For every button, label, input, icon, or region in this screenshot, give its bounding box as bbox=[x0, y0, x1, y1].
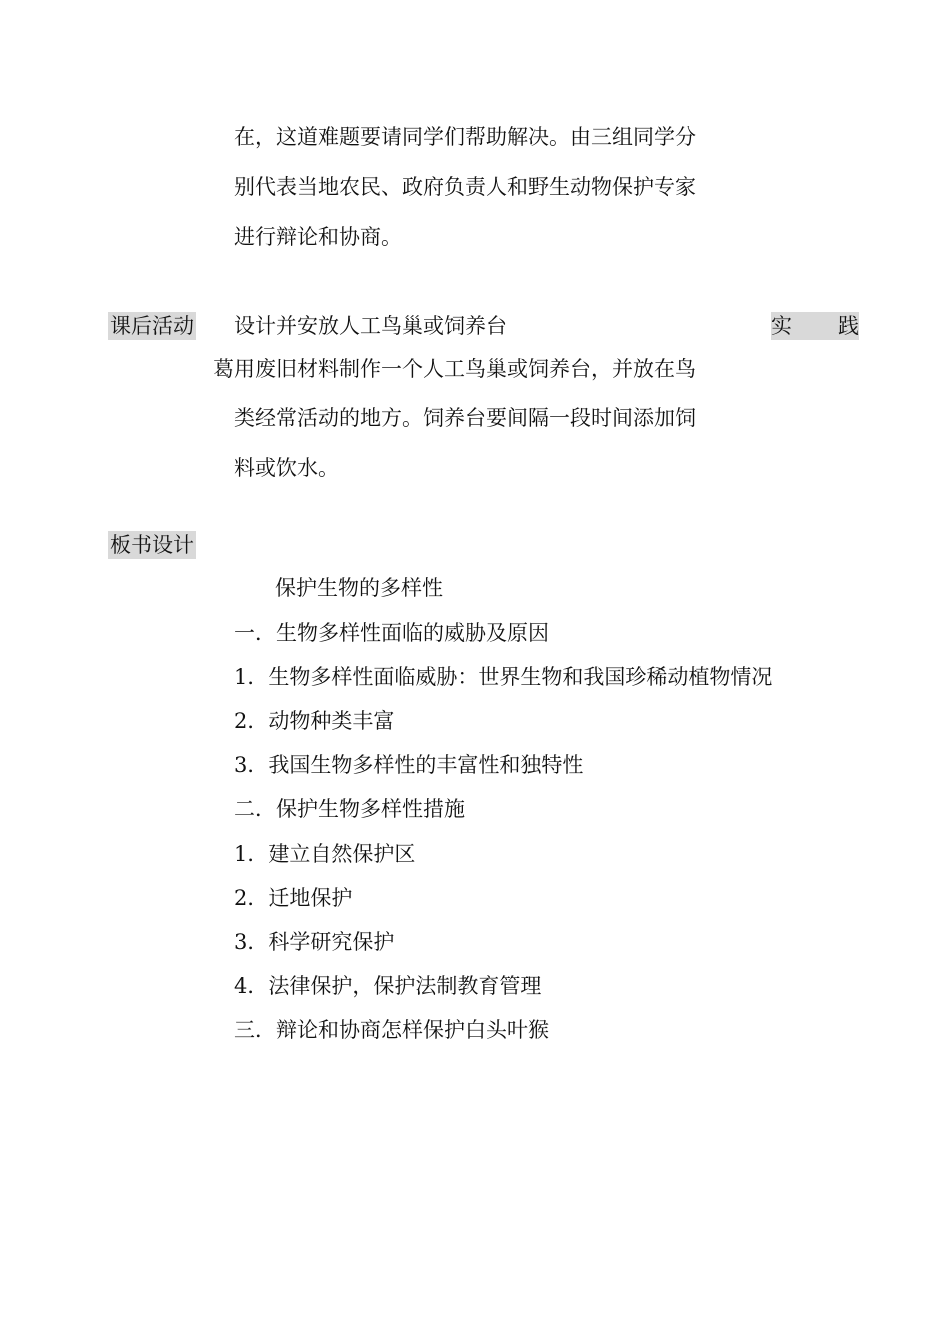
board-item-1: 一．生物多样性面临的威胁及原因 bbox=[234, 621, 549, 645]
board-design-title: 保护生物的多样性 bbox=[275, 576, 443, 600]
after-class-line-3: 料或饮水。 bbox=[234, 456, 339, 480]
after-class-title: 设计并安放人工鸟巢或饲养台 bbox=[234, 314, 507, 338]
board-item-5: 二．保护生物多样性措施 bbox=[234, 797, 465, 821]
practice-char-1: 实 bbox=[771, 314, 792, 338]
after-class-line-2: 类经常活动的地方。饲养台要间隔一段时间添加饲 bbox=[234, 406, 696, 430]
board-item-8: 3．科学研究保护 bbox=[234, 930, 395, 954]
intro-line-3: 进行辩论和协商。 bbox=[234, 225, 402, 249]
intro-line-1: 在，这道难题要请同学们帮助解决。由三组同学分 bbox=[234, 125, 696, 149]
board-item-9: 4．法律保护，保护法制教育管理 bbox=[234, 974, 542, 998]
after-class-line-1: 葛用废旧材料制作一个人工鸟巢或饲养台，并放在鸟 bbox=[213, 357, 696, 381]
board-item-10: 三．辩论和协商怎样保护白头叶猴 bbox=[234, 1018, 549, 1042]
after-class-label: 课后活动 bbox=[110, 314, 194, 338]
intro-line-2: 别代表当地农民、政府负责人和野生动物保护专家 bbox=[234, 175, 696, 199]
board-item-4: 3．我国生物多样性的丰富性和独特性 bbox=[234, 753, 584, 777]
board-design-label: 板书设计 bbox=[110, 533, 194, 557]
board-item-6: 1．建立自然保护区 bbox=[234, 842, 416, 866]
board-item-3: 2．动物种类丰富 bbox=[234, 709, 395, 733]
practice-tag bbox=[771, 312, 859, 340]
board-item-2: 1．生物多样性面临威胁：世界生物和我国珍稀动植物情况 bbox=[234, 665, 773, 689]
practice-char-2: 践 bbox=[838, 314, 859, 338]
board-item-7: 2．迁地保护 bbox=[234, 886, 353, 910]
